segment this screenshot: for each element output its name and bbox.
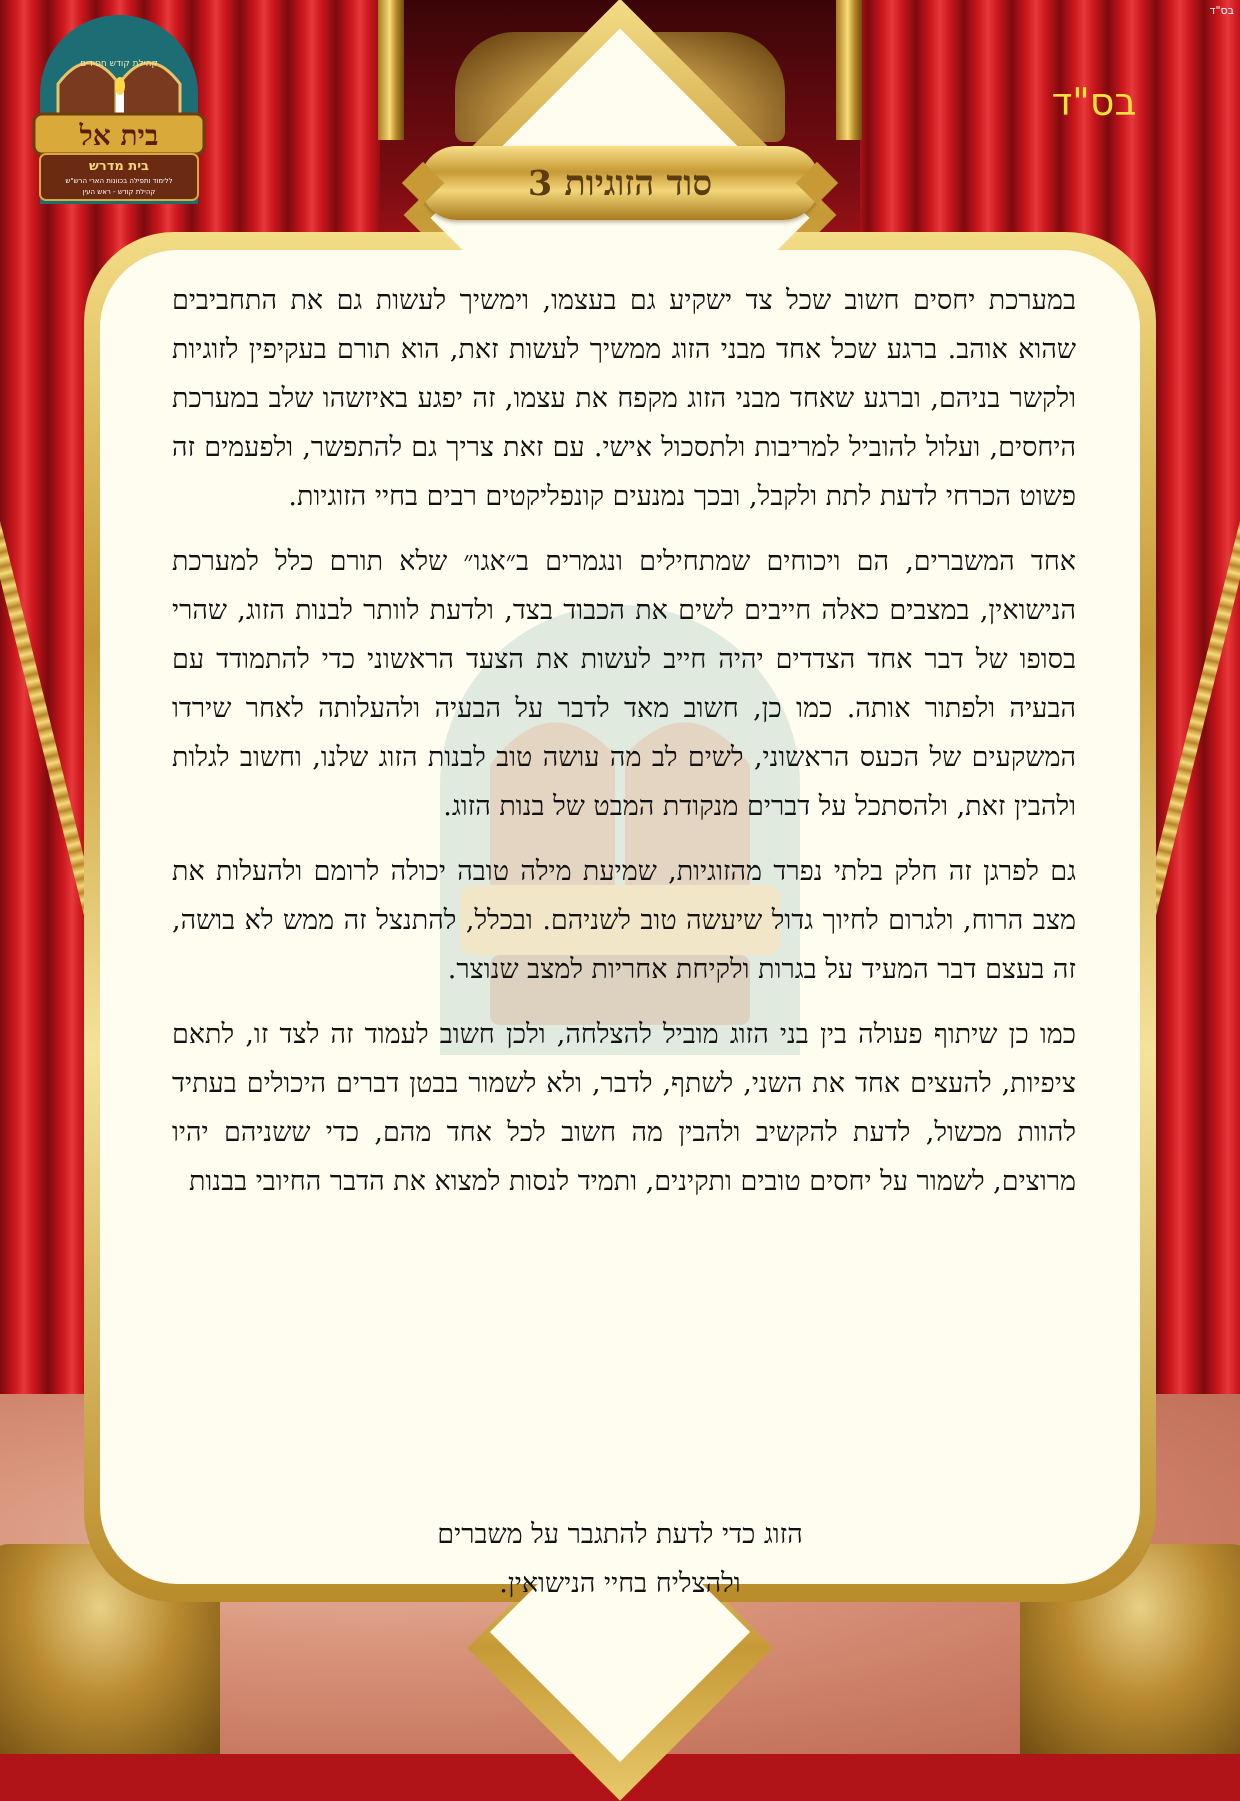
logo-arc-text: קהילת קודש חסידים — [80, 59, 158, 69]
gold-pillar-left — [378, 0, 404, 140]
page-title: סוד הזוגיות 3 — [527, 162, 713, 204]
paragraph-1: במערכת יחסים חשוב שכל צד ישקיע גם בעצמו, וימשיך לעשות גם את התחביבים שהוא אוהב. ברגע שכל אחד מבני הזוג ממשיך לעשות זאת, הוא תורם בעקיפין לזוגיות ולקשר בניהם, וברגע שאחד מבני הזוג מקפח את עצמו, זה יפגע באיזשהו שלב במערכת היחסים, ועלול להוביל למריבות ולתסכול אישי. עם זאת צריך גם להתפשר, ולפעמים זה פשוט הכרחי לדעת לתת ולקבל, ובכך נמנעים קונפליקטים רבים בחיי הזוגיות. — [172, 285, 1076, 512]
gold-pillar-right — [836, 0, 862, 140]
paragraph-2: אחד המשברים, הם ויכוחים שמתחילים ונגמרים ב״אגו״ שלא תורם כלל למערכת הנישואין, במצבים כאלה חייבים לשים את הכבוד בצד, ולדעת לוותר לבנות הזוג, שהרי בסופו של דבר אחד הצדדים יהיה חייב לעשות את הצעד הראשוני כדי להתמודד עם הבעיה ולפתור אותה. כמו כן, חשוב מאד לדבר על הבעיה ולהעלותה לאחר שירדו המשקעים של הכעס הראשוני, לשים לב מה עושה טוב לבנות הזוג שלנו, וחשוב לגלות ולהבין זאת, ולהסתכל על דברים מנקודת המבט של בנות הזוג. — [172, 546, 1076, 822]
paragraph-4: כמו כן שיתוף פעולה בין בני הזוג מוביל להצלחה, ולכן חשוב לעמוד זה לצד זו, לתאם ציפיות, להעצים אחד את השני, לשתף, לדבר, ולא לשמור בבטן דברים היכולים בעתיד להוות מכשול, לדעת להקשיב ולהבין מה חשוב לכל אחד מהם, כדי ששניהם יהיו מרוצים, לשמור על יחסים טובים ותקינים, ותמיד לנסות למצוא את הדבר החיובי בבנות — [172, 1019, 1076, 1197]
closing-line-1: הזוג כדי לדעת להתגבר על משברים — [437, 1519, 803, 1550]
basad-mark: בס"ד — [1051, 80, 1137, 124]
beit-el-logo — [30, 14, 208, 204]
logo-subtitle: בית מדרש — [89, 159, 149, 174]
logo-line1: ללימוד ותפילה בכוונות הארי הרש"ש — [65, 177, 173, 185]
closing-lines — [200, 1510, 1040, 1608]
paragraph-3: גם לפרגן זה חלק בלתי נפרד מהזוגיות, שמיעת מילה טובה יכולה לרומם ולהעלות את מצב הרוח, ולגרום לחיוך גדול שיעשה טוב לשניהם. ובכלל, להתנצל זה ממש לא בושה, זה בעצם דבר המעיד על בגרות ולקיחת אחריות למצב שנוצר. — [172, 856, 1076, 985]
logo-line2: קהילת קודש - ראש העין — [82, 188, 156, 196]
article-body — [172, 276, 1076, 1222]
basad-corner: בס"ד — [1209, 4, 1234, 17]
closing-line-2: ולהצליח בחיי הנישואין. — [499, 1568, 741, 1599]
title-ribbon — [420, 146, 820, 220]
logo-name: בית אל — [79, 119, 159, 152]
